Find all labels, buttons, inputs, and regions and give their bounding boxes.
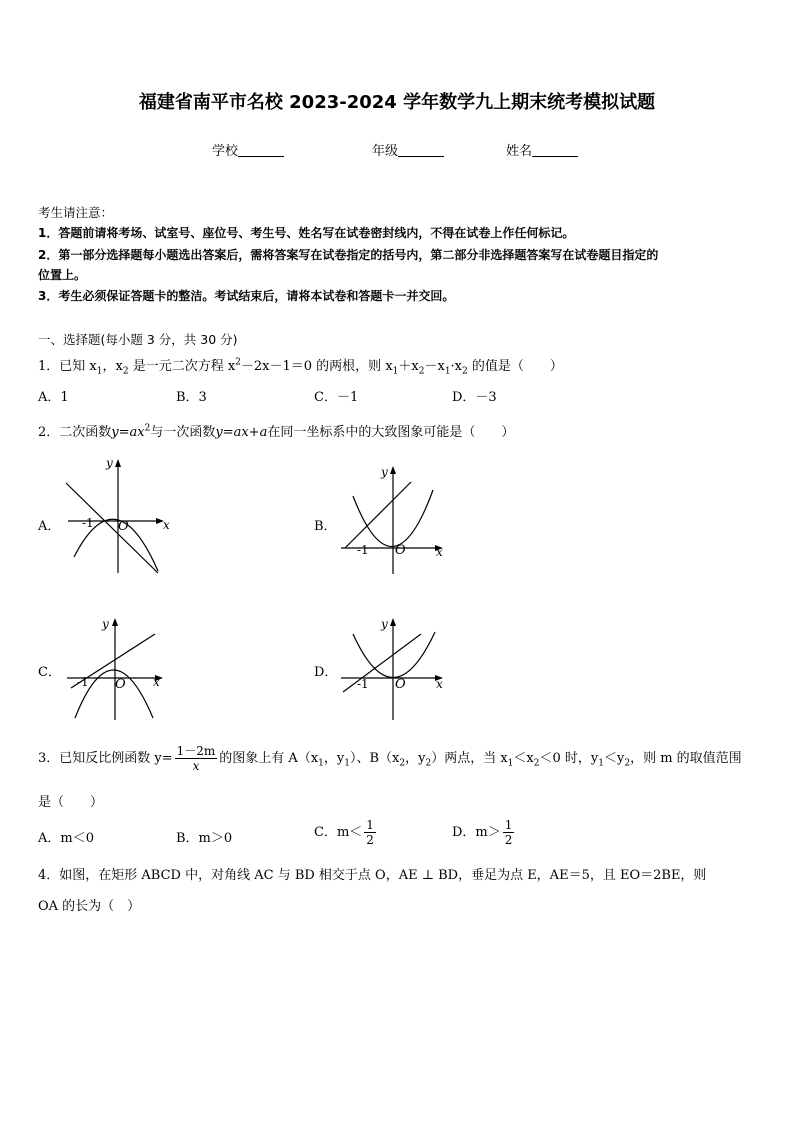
- q1-option-b: B．3: [176, 390, 207, 405]
- q2-graph-a: [60, 455, 180, 577]
- tick-label: -1: [357, 677, 369, 691]
- fraction-numerator: 1: [504, 818, 513, 832]
- q2-label-c: C．: [38, 665, 61, 680]
- axis-x-label: x: [436, 677, 443, 691]
- q3-option-d: [452, 818, 516, 847]
- q2-text: 与一次函数: [150, 425, 216, 440]
- q1-option-a: A．1: [38, 390, 69, 405]
- q3-text: ＜x: [513, 751, 534, 766]
- question-4-line-2: OA 的长为（ ）: [38, 899, 141, 914]
- axis-y-label: y: [102, 617, 109, 631]
- fraction-denominator: 2: [366, 833, 374, 847]
- question-4-line-1: 4．如图，在矩形 ABCD 中，对角线 AC 与 BD 相交于点 O，AE ⊥ BD，垂足为点 E，AE＝5，且 EO＝2BE，则: [38, 868, 707, 883]
- q1-text: ＋x: [398, 359, 419, 374]
- q2-label-a: A．: [38, 519, 61, 534]
- axis-y-label: y: [381, 465, 388, 479]
- name-field: [506, 140, 578, 159]
- q3-option-d-fraction: [503, 818, 515, 847]
- notice-heading: 考生请注意：: [38, 205, 114, 220]
- fraction-numerator: 1: [366, 818, 374, 832]
- axis-x-label: x: [163, 518, 170, 532]
- notice-item-1: 1．答题前请将考场、试室号、座位号、考生号、姓名写在试卷密封线内，不得在试卷上作任何标记。: [38, 226, 575, 240]
- school-field: [212, 140, 284, 159]
- name-label: 姓名: [506, 144, 533, 159]
- q1-text: 1．已知 x: [38, 359, 97, 374]
- q2-label-d: D．: [314, 665, 338, 680]
- tick-label: -1: [82, 516, 94, 530]
- q3-text: ＜0 时，y: [539, 751, 599, 766]
- q1-text: 是一元二次方程 x: [128, 359, 236, 374]
- q1-text: ·x: [450, 359, 463, 374]
- axis-y-label: y: [106, 456, 113, 470]
- fraction-denominator: 2: [504, 833, 513, 847]
- question-3: 3．已知反比例函数 y= $\frac{1-2m}{x}$ 的图象上有 $A(x_1$，$y_1$）、$B(x_2$，$y_2$）两点，当 $x_1<x_2<0$ 时，$y_1<y_2$，则 m 的取值范围: [38, 744, 742, 773]
- q2-text: 在同一坐标系中的大致图象可能是（ ）: [267, 425, 515, 440]
- tick-label: -1: [77, 675, 89, 689]
- section-heading: 一、选择题(每小题 3 分，共 30 分): [38, 332, 238, 347]
- q2-graph-d: [335, 612, 455, 724]
- q3-text: 的图象上有 A（x: [219, 751, 319, 766]
- q3-fraction: [175, 744, 218, 773]
- q1-text: 的值是（ ）: [467, 359, 563, 374]
- q3-option-a: A．m＜0: [38, 831, 94, 846]
- q2-text: 2．二次函数: [38, 425, 112, 440]
- q2-formula-quadratic: y=ax: [111, 425, 145, 440]
- q1-text: －2x－1＝0 的两根，则 x: [240, 359, 393, 374]
- origin-label: O: [395, 677, 406, 692]
- q3-text: ）、B（x: [349, 751, 400, 766]
- q3-text: ＜y: [603, 751, 625, 766]
- q3-text: ，则 m 的取值范围: [630, 751, 742, 766]
- school-blank: [238, 144, 284, 157]
- question-2: 2．二次函数$y=ax^2$与一次函数y=ax+a在同一坐标系中的大致图象可能是（ ）: [38, 423, 515, 440]
- notice-item-2: 2．第一部分选择题每小题选出答案后，需将答案写在试卷指定的括号内，第二部分非选择题答案写在试卷题目指定的: [38, 248, 659, 262]
- q1-option-c: C．－1: [314, 390, 359, 405]
- q3-option-d-text: D．m＞: [452, 825, 501, 840]
- axis-x-label: x: [153, 675, 160, 689]
- school-label: 学校: [212, 144, 239, 159]
- q1-text: －x: [424, 359, 445, 374]
- q2-formula-linear: y=ax+a: [215, 425, 268, 440]
- q2-graph-b: [335, 460, 455, 578]
- question-1: 1．已知 $x_1$，$x_2$ 是一元二次方程 $x^2-2x-1=0$ 的两根，则 $x_1+x_2-x_1\cdot x_2$ 的值是（ ）: [38, 357, 563, 377]
- q3-line-2: 是（ ）: [38, 795, 104, 810]
- axis-y-label: y: [381, 617, 388, 631]
- fraction-numerator: 1－2m: [176, 744, 216, 758]
- q3-text: ，y: [323, 751, 345, 766]
- q3-text: 3．已知反比例函数 y=: [38, 751, 173, 766]
- name-blank: [532, 144, 578, 157]
- page-title: 福建省南平市名校 2023-2024 学年数学九上期末统考模拟试题: [138, 92, 656, 113]
- origin-label: O: [118, 519, 129, 534]
- q1-text: ，x: [102, 359, 123, 374]
- axis-x-label: x: [436, 545, 443, 559]
- grade-blank: [398, 144, 444, 157]
- q3-option-b: B．m＞0: [176, 831, 233, 846]
- q3-text: ，y: [405, 751, 426, 766]
- grade-label: 年级: [372, 144, 399, 159]
- q1-option-d: D．－3: [452, 390, 497, 405]
- q2-graph-c: [65, 612, 185, 724]
- notice-item-2-cont: 位置上。: [38, 268, 87, 282]
- q2-label-b: B．: [314, 519, 337, 534]
- q3-text: ）两点，当 x: [431, 751, 508, 766]
- q3-option-c-fraction: [364, 818, 376, 847]
- tick-label: -1: [357, 543, 369, 557]
- origin-label: O: [115, 677, 126, 692]
- notice-item-3: 3．考生必须保证答题卡的整洁。考试结束后，请将本试卷和答题卡一并交回。: [38, 289, 455, 303]
- fraction-denominator: x: [192, 759, 200, 773]
- grade-field: [372, 140, 444, 159]
- q3-option-c-text: C．m＜: [314, 825, 363, 840]
- origin-label: O: [395, 543, 406, 558]
- q3-option-c: [314, 818, 378, 847]
